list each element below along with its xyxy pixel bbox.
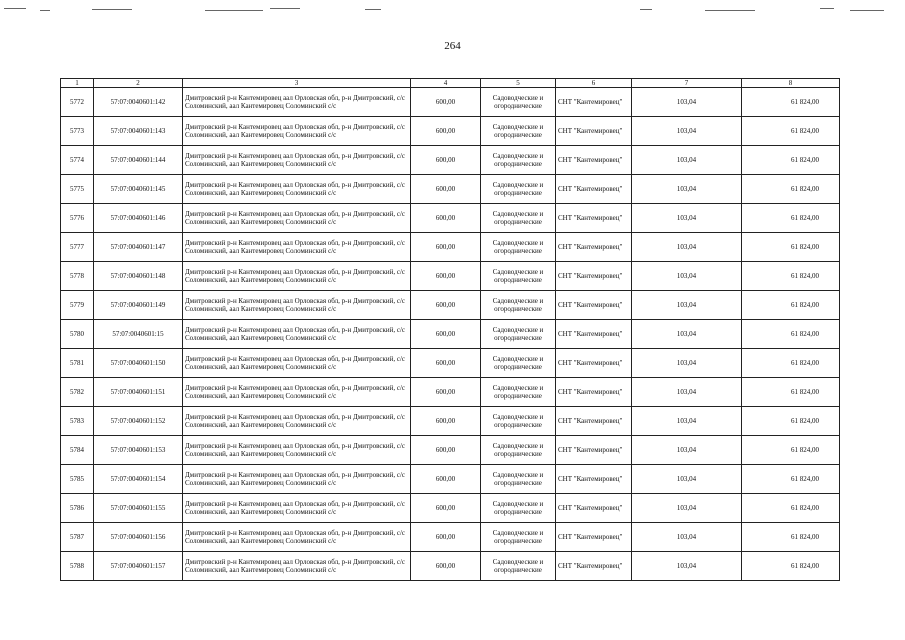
table-row [61,465,840,494]
cadastral-number-cell: 57:07:0040601:149 [94,291,183,320]
land-use-cell: Садоводческие и огороднические [481,291,556,320]
land-use-cell: Садоводческие и огороднические [481,349,556,378]
owner-cell: СНТ "Кантемировец" [556,262,632,291]
address-cell: Дмитровский р-н Кантемировец аал Орловская обл, р-н Дмитровский, с/с Соломинский, аал Кантемировец Соломинский с/с [183,349,411,378]
cadastral-value-cell: 61 824,00 [742,465,840,494]
address-cell: Дмитровский р-н Кантемировец аал Орловская обл, р-н Дмитровский, с/с Соломинский, аал Кантемировец Соломинский с/с [183,233,411,262]
cadastral-table [60,78,840,581]
row-number-cell: 5772 [61,88,94,117]
rate-cell: 103,04 [632,552,742,581]
area-cell: 600,00 [411,494,481,523]
address-cell: Дмитровский р-н Кантемировец аал Орловская обл, р-н Дмитровский, с/с Соломинский, аал Кантемировец Соломинский с/с [183,320,411,349]
row-number-cell: 5783 [61,407,94,436]
owner-cell: СНТ "Кантемировец" [556,552,632,581]
land-use-cell: Садоводческие и огороднические [481,523,556,552]
cadastral-value-cell: 61 824,00 [742,117,840,146]
row-number-cell: 5776 [61,204,94,233]
land-use-cell: Садоводческие и огороднические [481,175,556,204]
rate-cell: 103,04 [632,349,742,378]
table-row [61,523,840,552]
area-cell: 600,00 [411,175,481,204]
area-cell: 600,00 [411,204,481,233]
cadastral-value-cell: 61 824,00 [742,88,840,117]
row-number-cell: 5782 [61,378,94,407]
area-cell: 600,00 [411,117,481,146]
land-use-cell: Садоводческие и огороднические [481,320,556,349]
cadastral-number-cell: 57:07:0040601:157 [94,552,183,581]
address-cell: Дмитровский р-н Кантемировец аал Орловская обл, р-н Дмитровский, с/с Соломинский, аал Кантемировец Соломинский с/с [183,436,411,465]
cadastral-value-cell: 61 824,00 [742,320,840,349]
address-cell: Дмитровский р-н Кантемировец аал Орловская обл, р-н Дмитровский, с/с Соломинский, аал Кантемировец Соломинский с/с [183,204,411,233]
area-cell: 600,00 [411,349,481,378]
column-header: 1 [61,79,94,88]
owner-cell: СНТ "Кантемировец" [556,378,632,407]
table-row [61,175,840,204]
rate-cell: 103,04 [632,117,742,146]
table-row [61,117,840,146]
cadastral-number-cell: 57:07:0040601:146 [94,204,183,233]
land-use-cell: Садоводческие и огороднические [481,262,556,291]
row-number-cell: 5780 [61,320,94,349]
address-cell: Дмитровский р-н Кантемировец аал Орловская обл, р-н Дмитровский, с/с Соломинский, аал Кантемировец Соломинский с/с [183,175,411,204]
area-cell: 600,00 [411,291,481,320]
rate-cell: 103,04 [632,262,742,291]
table-row [61,494,840,523]
table-row [61,204,840,233]
cadastral-number-cell: 57:07:0040601:154 [94,465,183,494]
rate-cell: 103,04 [632,233,742,262]
area-cell: 600,00 [411,320,481,349]
area-cell: 600,00 [411,407,481,436]
address-cell: Дмитровский р-н Кантемировец аал Орловская обл, р-н Дмитровский, с/с Соломинский, аал Кантемировец Соломинский с/с [183,88,411,117]
cadastral-value-cell: 61 824,00 [742,233,840,262]
rate-cell: 103,04 [632,175,742,204]
land-use-cell: Садоводческие и огороднические [481,378,556,407]
rate-cell: 103,04 [632,88,742,117]
land-use-cell: Садоводческие и огороднические [481,494,556,523]
owner-cell: СНТ "Кантемировец" [556,146,632,175]
cadastral-value-cell: 61 824,00 [742,436,840,465]
owner-cell: СНТ "Кантемировец" [556,88,632,117]
owner-cell: СНТ "Кантемировец" [556,233,632,262]
table-row [61,349,840,378]
area-cell: 600,00 [411,465,481,494]
row-number-cell: 5775 [61,175,94,204]
scan-noise [0,6,905,20]
owner-cell: СНТ "Кантемировец" [556,494,632,523]
owner-cell: СНТ "Кантемировец" [556,117,632,146]
table-row [61,378,840,407]
land-use-cell: Садоводческие и огороднические [481,465,556,494]
area-cell: 600,00 [411,262,481,291]
row-number-cell: 5773 [61,117,94,146]
cadastral-value-cell: 61 824,00 [742,552,840,581]
rate-cell: 103,04 [632,465,742,494]
rate-cell: 103,04 [632,494,742,523]
cadastral-number-cell: 57:07:0040601:143 [94,117,183,146]
cadastral-number-cell: 57:07:0040601:156 [94,523,183,552]
cadastral-value-cell: 61 824,00 [742,494,840,523]
row-number-cell: 5787 [61,523,94,552]
cadastral-number-cell: 57:07:0040601:145 [94,175,183,204]
rate-cell: 103,04 [632,291,742,320]
area-cell: 600,00 [411,146,481,175]
rate-cell: 103,04 [632,523,742,552]
rate-cell: 103,04 [632,378,742,407]
owner-cell: СНТ "Кантемировец" [556,349,632,378]
cadastral-number-cell: 57:07:0040601:153 [94,436,183,465]
owner-cell: СНТ "Кантемировец" [556,291,632,320]
rate-cell: 103,04 [632,436,742,465]
table-row [61,291,840,320]
owner-cell: СНТ "Кантемировец" [556,320,632,349]
cadastral-number-cell: 57:07:0040601:15 [94,320,183,349]
row-number-cell: 5786 [61,494,94,523]
cadastral-number-cell: 57:07:0040601:142 [94,88,183,117]
row-number-cell: 5788 [61,552,94,581]
cadastral-number-cell: 57:07:0040601:155 [94,494,183,523]
cadastral-value-cell: 61 824,00 [742,349,840,378]
table-row [61,436,840,465]
table-row [61,233,840,262]
land-use-cell: Садоводческие и огороднические [481,436,556,465]
land-use-cell: Садоводческие и огороднические [481,552,556,581]
row-number-cell: 5777 [61,233,94,262]
owner-cell: СНТ "Кантемировец" [556,204,632,233]
address-cell: Дмитровский р-н Кантемировец аал Орловская обл, р-н Дмитровский, с/с Соломинский, аал Кантемировец Соломинский с/с [183,117,411,146]
cadastral-number-cell: 57:07:0040601:151 [94,378,183,407]
table-row [61,262,840,291]
cadastral-number-cell: 57:07:0040601:150 [94,349,183,378]
area-cell: 600,00 [411,552,481,581]
address-cell: Дмитровский р-н Кантемировец аал Орловская обл, р-н Дмитровский, с/с Соломинский, аал Кантемировец Соломинский с/с [183,552,411,581]
cadastral-value-cell: 61 824,00 [742,291,840,320]
address-cell: Дмитровский р-н Кантемировец аал Орловская обл, р-н Дмитровский, с/с Соломинский, аал Кантемировец Соломинский с/с [183,494,411,523]
table-row [61,88,840,117]
land-use-cell: Садоводческие и огороднические [481,233,556,262]
area-cell: 600,00 [411,88,481,117]
table-row [61,407,840,436]
column-header: 7 [632,79,742,88]
owner-cell: СНТ "Кантемировец" [556,465,632,494]
address-cell: Дмитровский р-н Кантемировец аал Орловская обл, р-н Дмитровский, с/с Соломинский, аал Кантемировец Соломинский с/с [183,378,411,407]
cadastral-value-cell: 61 824,00 [742,407,840,436]
cadastral-number-cell: 57:07:0040601:148 [94,262,183,291]
land-use-cell: Садоводческие и огороднические [481,407,556,436]
owner-cell: СНТ "Кантемировец" [556,175,632,204]
cadastral-value-cell: 61 824,00 [742,378,840,407]
cadastral-value-cell: 61 824,00 [742,523,840,552]
column-header: 2 [94,79,183,88]
row-number-cell: 5774 [61,146,94,175]
address-cell: Дмитровский р-н Кантемировец аал Орловская обл, р-н Дмитровский, с/с Соломинский, аал Кантемировец Соломинский с/с [183,407,411,436]
address-cell: Дмитровский р-н Кантемировец аал Орловская обл, р-н Дмитровский, с/с Соломинский, аал Кантемировец Соломинский с/с [183,465,411,494]
area-cell: 600,00 [411,436,481,465]
area-cell: 600,00 [411,233,481,262]
cadastral-number-cell: 57:07:0040601:144 [94,146,183,175]
address-cell: Дмитровский р-н Кантемировец аал Орловская обл, р-н Дмитровский, с/с Соломинский, аал Кантемировец Соломинский с/с [183,262,411,291]
land-use-cell: Садоводческие и огороднические [481,117,556,146]
row-number-cell: 5779 [61,291,94,320]
owner-cell: СНТ "Кантемировец" [556,436,632,465]
rate-cell: 103,04 [632,320,742,349]
cadastral-value-cell: 61 824,00 [742,146,840,175]
row-number-cell: 5785 [61,465,94,494]
cadastral-number-cell: 57:07:0040601:147 [94,233,183,262]
column-header: 6 [556,79,632,88]
rate-cell: 103,04 [632,204,742,233]
cadastral-value-cell: 61 824,00 [742,175,840,204]
land-use-cell: Садоводческие и огороднические [481,204,556,233]
row-number-cell: 5781 [61,349,94,378]
rate-cell: 103,04 [632,146,742,175]
address-cell: Дмитровский р-н Кантемировец аал Орловская обл, р-н Дмитровский, с/с Соломинский, аал Кантемировец Соломинский с/с [183,291,411,320]
column-header: 3 [183,79,411,88]
table-row [61,552,840,581]
table-row [61,320,840,349]
area-cell: 600,00 [411,378,481,407]
owner-cell: СНТ "Кантемировец" [556,407,632,436]
cadastral-value-cell: 61 824,00 [742,204,840,233]
address-cell: Дмитровский р-н Кантемировец аал Орловская обл, р-н Дмитровский, с/с Соломинский, аал Кантемировец Соломинский с/с [183,146,411,175]
page-number: 264 [444,40,461,52]
header-row [61,79,840,88]
land-use-cell: Садоводческие и огороднические [481,146,556,175]
address-cell: Дмитровский р-н Кантемировец аал Орловская обл, р-н Дмитровский, с/с Соломинский, аал Кантемировец Соломинский с/с [183,523,411,552]
area-cell: 600,00 [411,523,481,552]
land-use-cell: Садоводческие и огороднические [481,88,556,117]
cadastral-number-cell: 57:07:0040601:152 [94,407,183,436]
row-number-cell: 5784 [61,436,94,465]
column-header: 5 [481,79,556,88]
column-header: 4 [411,79,481,88]
table-row [61,146,840,175]
row-number-cell: 5778 [61,262,94,291]
rate-cell: 103,04 [632,407,742,436]
column-header: 8 [742,79,840,88]
owner-cell: СНТ "Кантемировец" [556,523,632,552]
cadastral-value-cell: 61 824,00 [742,262,840,291]
table-body [61,88,840,581]
